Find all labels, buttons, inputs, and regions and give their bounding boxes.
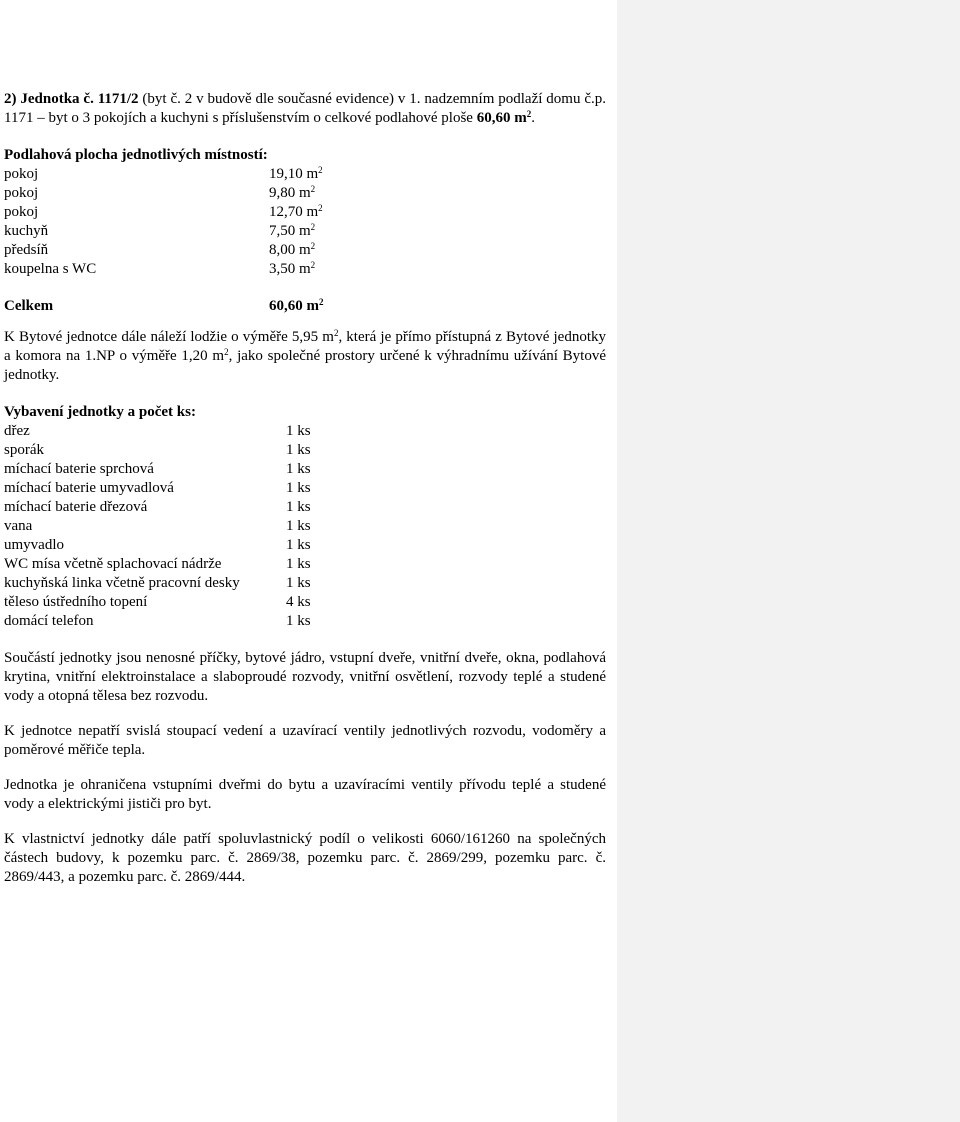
unit-number: 2) Jednotka č. 1171/2 xyxy=(4,91,139,107)
components-paragraph: Součástí jednotky jsou nenosné příčky, bytové jádro, vstupní dveře, vnitřní dveře, okna, podlahová krytina, vnitřní elektroinstalace a slaboproudé rozvody, vnitřní osvětlení, rozvody teplé a studené vody a otopná tělesa bez rozvodu. xyxy=(4,650,606,704)
equipment-count: 4 ks xyxy=(286,594,311,610)
equipment-name: míchací baterie dřezová xyxy=(4,499,148,515)
equipment-name: sporák xyxy=(4,442,44,458)
unit-heading: 2) Jednotka č. 1171/2 (byt č. 2 v budově dle současné evidence) v 1. nadzemním podlaží domu č.p. 1171 – byt o 3 pokojích a kuchyni s příslušenstvím o celkové podlahové ploše 60,60 $m^2$. xyxy=(4,91,606,126)
equipment-row xyxy=(4,593,606,612)
equipment-row xyxy=(4,460,606,479)
equipment-count: 1 ks xyxy=(286,613,311,629)
equipment-row xyxy=(4,479,606,498)
equipment-name: vana xyxy=(4,518,33,534)
equipment-name: domácí telefon xyxy=(4,613,94,629)
boundary-paragraph: Jednotka je ohraničena vstupními dveřmi do bytu a uzavíracími ventily přívodu teplé a studené vody a elektrickými jističi pro byt. xyxy=(4,777,606,812)
room-name: koupelna s WC xyxy=(4,261,97,277)
room-row xyxy=(4,184,606,203)
room-row xyxy=(4,260,606,279)
room-area: 8,00 $m^2$ xyxy=(269,241,316,258)
equipment-row xyxy=(4,441,606,460)
rooms-total-label: Celkem xyxy=(4,298,54,314)
unit-total-area: 60,60 $m^2$ xyxy=(476,109,532,126)
equipment-row xyxy=(4,498,606,517)
room-row xyxy=(4,241,606,260)
room-name: pokoj xyxy=(4,166,39,182)
equipment-count: 1 ks xyxy=(286,499,311,515)
equipment-count: 1 ks xyxy=(286,442,311,458)
exclusions-paragraph: K jednotce nepatří svislá stoupací vedení a uzavírací ventily jednotlivých rozvodu, vodoměry a poměrové měřiče tepla. xyxy=(4,723,606,758)
room-row xyxy=(4,222,606,241)
equipment-count: 1 ks xyxy=(286,556,311,572)
room-name: kuchyň xyxy=(4,223,49,239)
equipment-name: WC mísa včetně splachovací nádrže xyxy=(4,556,222,572)
room-name: předsíň xyxy=(4,242,49,258)
equipment-row xyxy=(4,612,606,631)
equipment-count: 1 ks xyxy=(286,575,311,591)
loggia-paragraph: K Bytové jednotce dále náleží lodžie o výměře 5,95 $m^2$, která je přímo přístupná z Bytové jednotky a komora na 1.NP o výměře 1,20 $m^2$, jako společné prostory určené k výhradnímu užívání Bytové jednotky. xyxy=(4,328,606,383)
equipment-count: 1 ks xyxy=(286,537,311,553)
equipment-count: 1 ks xyxy=(286,461,311,477)
unit-description: (byt č. 2 v budově dle současné evidence) v 1. nadzemním podlaží domu č.p. 1171 – byt o 3 pokojích a kuchyni s příslušenstvím o celkové podlahové ploše xyxy=(4,91,606,126)
equipment-row xyxy=(4,555,606,574)
equipment-name: umyvadlo xyxy=(4,537,64,553)
room-row xyxy=(4,165,606,184)
equipment-row xyxy=(4,536,606,555)
comment-margin xyxy=(617,0,960,1122)
room-area: 7,50 $m^2$ xyxy=(269,222,316,239)
equipment-count: 1 ks xyxy=(286,518,311,534)
room-name: pokoj xyxy=(4,185,39,201)
equipment-name: míchací baterie sprchová xyxy=(4,461,154,477)
room-name: pokoj xyxy=(4,204,39,220)
equipment-count: 1 ks xyxy=(286,423,311,439)
equipment-count: 1 ks xyxy=(286,480,311,496)
rooms-total-area: 60,60 $m^2$ xyxy=(269,297,324,314)
equipment-row xyxy=(4,574,606,593)
room-area: 9,80 $m^2$ xyxy=(269,184,316,201)
ownership-paragraph: K vlastnictví jednotky dále patří spoluvlastnický podíl o velikosti 6060/161260 na společných částech budovy, k pozemku parc. č. 2869/38, pozemku parc. č. 2869/299, pozemku parc. č. 2869/443, a pozemku parc. č. 2869/444. xyxy=(4,831,606,885)
equipment-row xyxy=(4,422,606,441)
room-area: 19,10 $m^2$ xyxy=(269,165,323,182)
equipment-name: míchací baterie umyvadlová xyxy=(4,480,174,496)
document-body xyxy=(4,90,606,887)
room-area: 3,50 $m^2$ xyxy=(269,260,316,277)
room-area: 12,70 $m^2$ xyxy=(269,203,323,220)
equipment-row xyxy=(4,517,606,536)
equipment-heading: Vybavení jednotky a počet ks: xyxy=(4,404,196,420)
equipment-name: dřez xyxy=(4,423,30,439)
equipment-name: těleso ústředního topení xyxy=(4,594,148,610)
rooms-heading: Podlahová plocha jednotlivých místností: xyxy=(4,147,268,163)
equipment-list xyxy=(4,422,606,631)
equipment-name: kuchyňská linka včetně pracovní desky xyxy=(4,575,240,591)
room-row xyxy=(4,203,606,222)
rooms-total-row xyxy=(4,297,606,316)
rooms-list xyxy=(4,165,606,279)
